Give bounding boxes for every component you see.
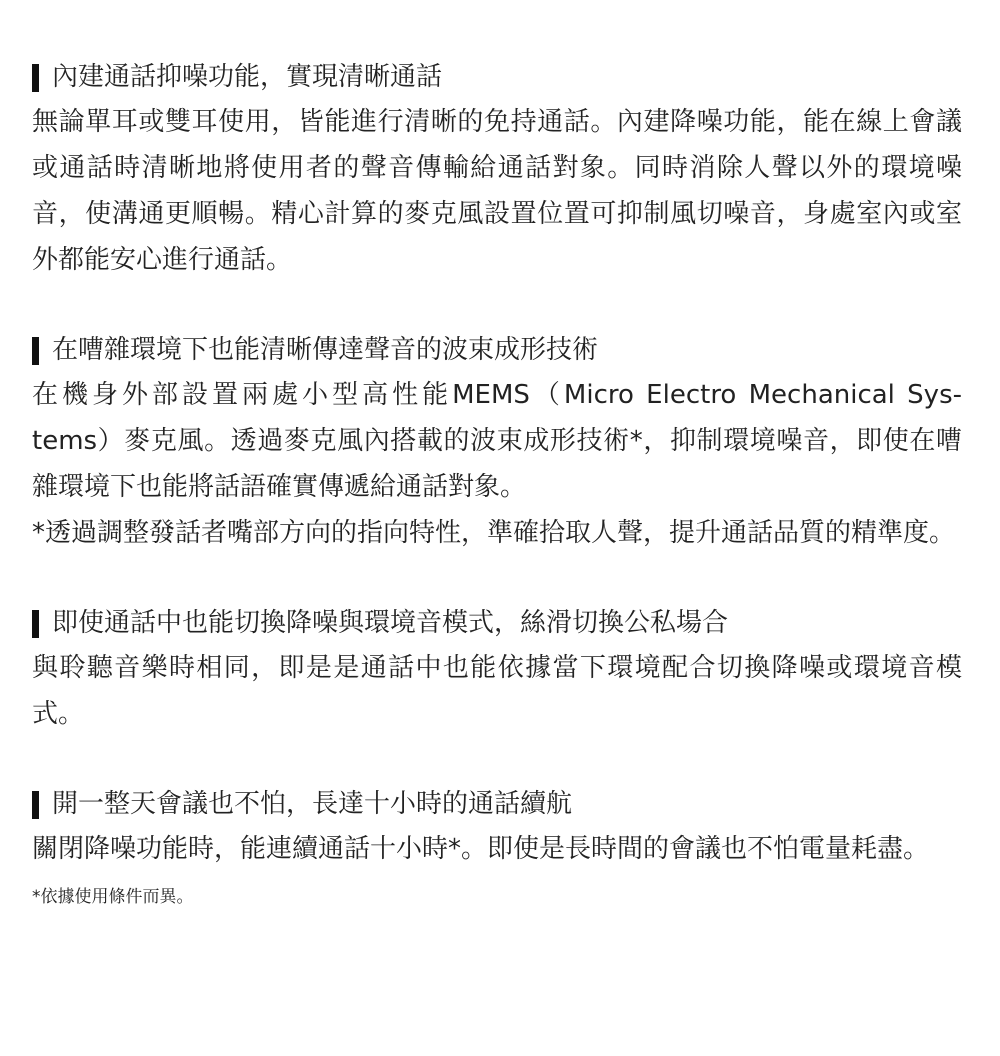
section-title: 即使通話中也能切換降噪與環境音模式，絲滑切換公私場合 <box>32 601 962 645</box>
section-mode-switching <box>32 601 962 737</box>
section-call-noise-suppression <box>32 55 962 283</box>
section-spacer <box>32 283 962 328</box>
section-spacer <box>32 556 962 601</box>
section-body: 與聆聽音樂時相同，即是是通話中也能依據當下環境配合切換降噪或環境音模式。 <box>32 653 962 729</box>
section-note: *透過調整發話者嘴部方向的指向特性，準確拾取人聲，提升通話品質的精準度。 <box>32 518 956 548</box>
section-body: 關閉降噪功能時，能連續通話十小時*。即使是長時間的會議也不怕電量耗盡。 <box>32 834 930 864</box>
section-title: 在嘈雜環境下也能清晰傳達聲音的波束成形技術 <box>32 328 962 372</box>
footnote: *依據使用條件而異。 <box>32 887 194 907</box>
section-title: 開一整天會議也不怕，長達十小時的通話續航 <box>32 782 962 826</box>
section-battery-life <box>32 782 962 872</box>
section-spacer <box>32 737 962 782</box>
section-body: 在機身外部設置兩處小型高性能MEMS（Micro Electro Mechanical Sys-tems）麥克風。透過麥克風內搭載的波束成形技術*，抑制環境噪音，即使在嘈雜環境下也能將話語確實傳遞給通話對象。 <box>32 380 962 502</box>
section-body: 無論單耳或雙耳使用，皆能進行清晰的免持通話。內建降噪功能，能在線上會議或通話時清晰地將使用者的聲音傳輸給通話對象。同時消除人聲以外的環境噪音，使溝通更順暢。精心計算的麥克風設置位置可抑制風切噪音，身處室內或室外都能安心進行通話。 <box>32 107 962 275</box>
section-title: 內建通話抑噪功能，實現清晰通話 <box>32 55 962 99</box>
document-page <box>32 55 962 912</box>
section-beamforming <box>32 328 962 556</box>
